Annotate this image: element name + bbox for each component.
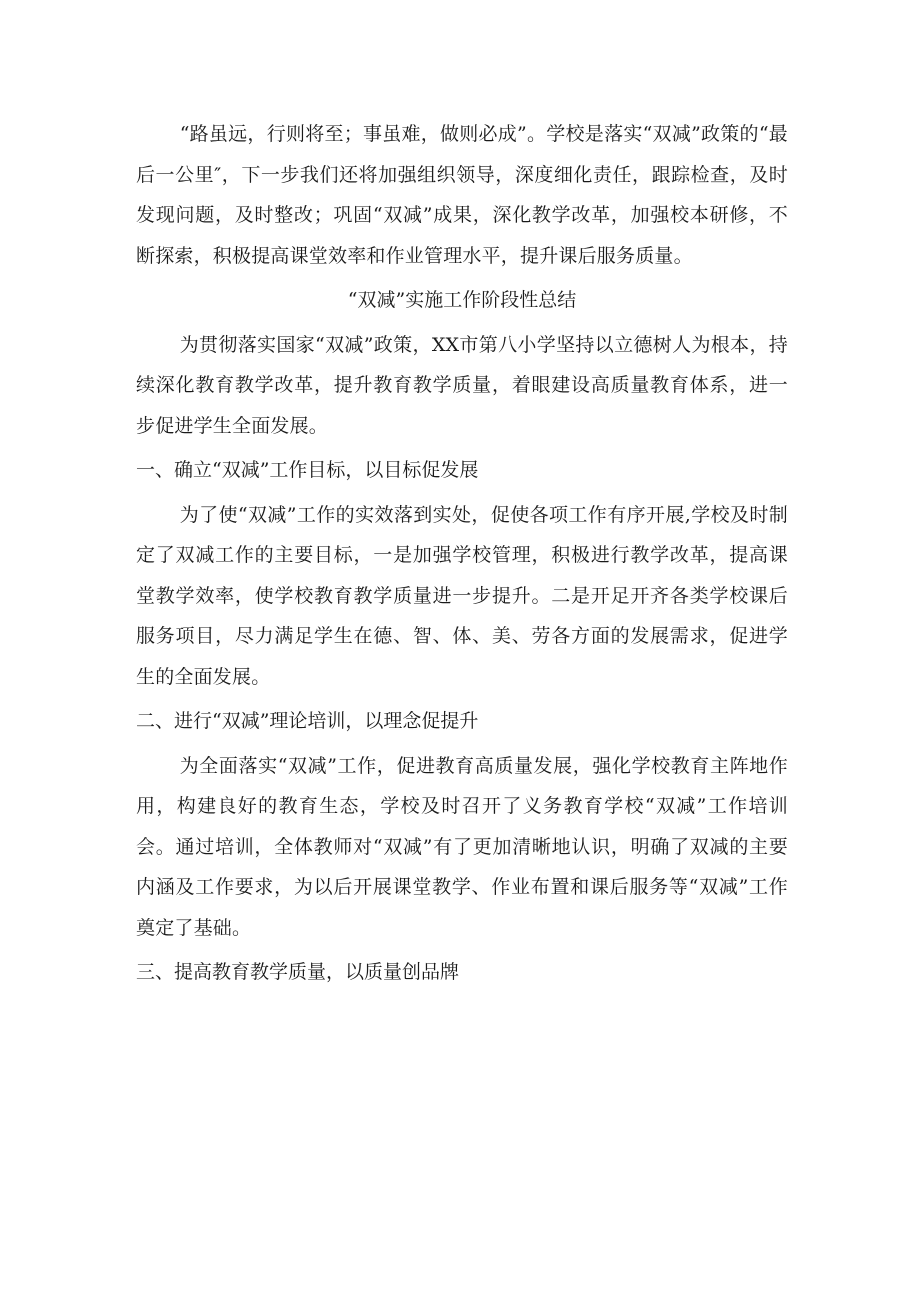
opening-paragraph: 为贯彻落实国家“双减”政策，XX市第八小学坚持以立德树人为根本，持续深化教育教学改革，提升教育教学质量，着眼建设高质量教育体系，进一步促进学生全面发展。 — [136, 333, 788, 437]
document-page — [136, 114, 788, 993]
section-2-body: 为全面落实“双减”工作，促进教育高质量发展，强化学校教育主阵地作用，构建良好的教育生态，学校及时召开了义务教育学校“双减”工作培训会。通过培训，全体教师对“双减”有了更加清晰地认识，明确了双减的主要内涵及工作要求，为以后开展课堂教学、作业布置和课后服务等“双减”工作奠定了基础。 — [136, 754, 788, 939]
intro-paragraph: “路虽远，行则将至；事虽难，做则必成”。学校是落实“双减”政策的“最后一公里″，下一步我们还将加强组织领导，深度细化责任，跟踪检查，及时发现问题，及时整改；巩固“双减”成果，深化教学改革，加强校本研修，不断探索，积极提高课堂效率和作业管理水平，提升课后服务质量。 — [136, 123, 788, 267]
document-title: “双减”实施工作阶段性总结 — [347, 289, 577, 311]
section-3-heading: 三、提高教育教学质量，以质量创品牌 — [136, 961, 460, 983]
section-1-heading: 一、确立“双减”工作目标，以目标促发展 — [136, 459, 479, 481]
section-1-body: 为了使“双减”工作的实效落到实处，促使各项工作有序开展,学校及时制定了双减工作的主要目标，一是加强学校管理，积极进行教学改革，提高课堂教学效率，使学校教育教学质量进一步提升。二是开足开齐各类学校课后服务项目，尽力满足学生在德、智、体、美、劳各方面的发展需求，促进学生的全面发展。 — [136, 503, 788, 688]
section-2-heading: 二、进行“双减”理论培训，以理念促提升 — [136, 710, 479, 732]
